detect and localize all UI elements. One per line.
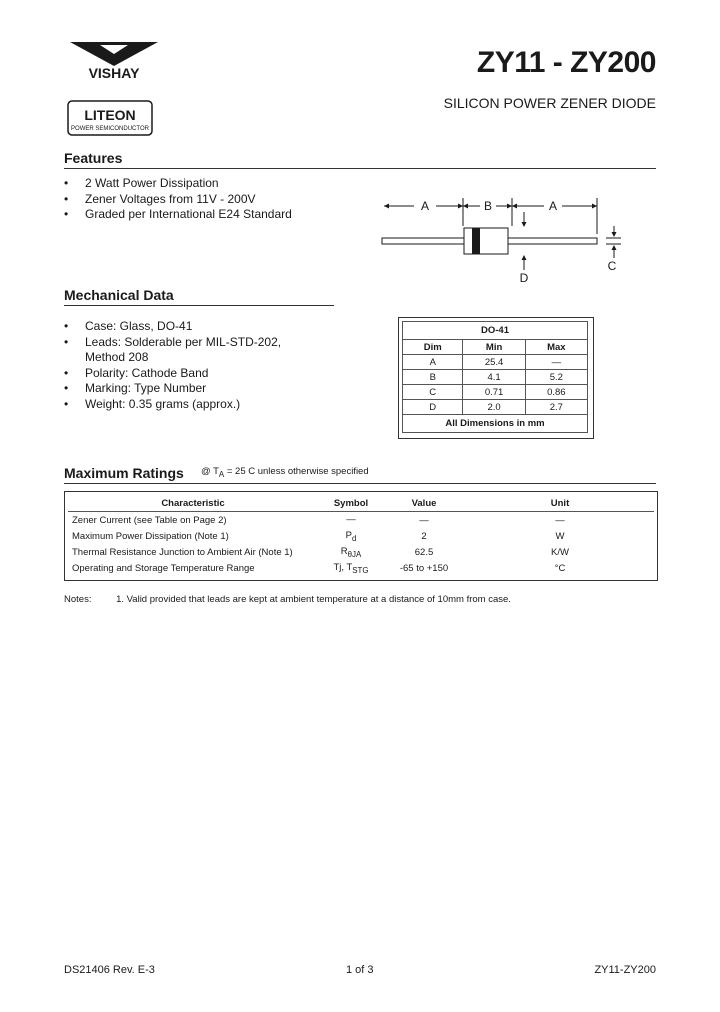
notes-label: Notes: xyxy=(64,594,92,605)
mechanical-item: • Weight: 0.35 grams (approx.) xyxy=(64,396,241,411)
notes xyxy=(64,594,511,605)
table-row: A 25.4 — xyxy=(403,355,588,370)
mechanical-item: • Leads: Solderable per MIL-STD-202, Method 208 xyxy=(64,334,282,365)
vishay-logo xyxy=(64,42,164,84)
table-row: Zener Current (see Table on Page 2) — — — xyxy=(72,513,565,526)
ratings-table xyxy=(64,491,658,581)
footer-part-number: ZY11-ZY200 xyxy=(594,964,656,976)
ratings-header-unit: Unit xyxy=(466,495,654,512)
features-item: • 2 Watt Power Dissipation xyxy=(64,176,219,190)
ratings-rule xyxy=(64,483,656,484)
mechanical-rule xyxy=(64,305,334,306)
mechanical-item: • Marking: Type Number xyxy=(64,381,207,396)
vishay-logo-text: VISHAY xyxy=(88,65,140,81)
page-title: ZY11 - ZY200 xyxy=(476,46,656,79)
ratings-header-value: Value xyxy=(384,495,464,512)
ratings-header-symbol: Symbol xyxy=(320,495,382,512)
table-row: Thermal Resistance Junction to Ambient Air (Note 1) $R_{\theta JA}$ 62.5 K/W xyxy=(72,545,569,559)
dimension-table-header: Max xyxy=(525,340,587,355)
page-subtitle: SILICON POWER ZENER DIODE xyxy=(443,95,656,111)
dim-label-c: C xyxy=(607,259,617,273)
dimension-table-footer: All Dimensions in mm xyxy=(403,415,588,433)
features-item: • Graded per International E24 Standard xyxy=(64,207,292,222)
features-item: • Zener Voltages from 11V - 200V xyxy=(64,191,256,206)
note-item: 1. Valid provided that leads are kept at ambient temperature at a distance of 10mm from case. xyxy=(116,594,511,605)
features-rule xyxy=(64,168,656,169)
dim-label-a-left: A xyxy=(420,199,430,213)
mechanical-heading: Mechanical Data xyxy=(64,287,174,303)
mechanical-list xyxy=(64,319,281,413)
dimension-table-header: Min xyxy=(463,340,525,355)
liteon-logo xyxy=(67,100,153,136)
dim-label-a-right: A xyxy=(548,199,558,213)
ratings-condition: @ $T_A = 25$ C unless otherwise specified xyxy=(201,466,369,479)
features-heading: Features xyxy=(64,150,123,166)
footer-doc-number: DS21406 Rev. E-3 xyxy=(64,964,155,976)
table-row: D 2.0 2.7 xyxy=(403,400,588,415)
mechanical-item: • Case: Glass, DO-41 xyxy=(64,319,193,333)
ratings-heading: Maximum Ratings xyxy=(64,465,184,481)
liteon-logo-text: LITEON xyxy=(84,107,136,123)
dim-label-d: D xyxy=(519,271,529,285)
dimension-table-header: Dim xyxy=(403,340,463,355)
dimension-table xyxy=(398,317,594,439)
dim-label-b: B xyxy=(483,199,493,213)
mechanical-item: • Polarity: Cathode Band xyxy=(64,365,209,380)
ratings-header-characteristic: Characteristic xyxy=(68,495,318,512)
table-row: B 4.1 5.2 xyxy=(403,370,588,385)
table-row: Maximum Power Dissipation (Note 1) $P_d$ 2 W xyxy=(72,529,565,543)
liteon-tagline: POWER SEMICONDUCTOR xyxy=(71,126,149,132)
features-list xyxy=(64,176,292,223)
dimension-table-title: DO-41 xyxy=(403,322,588,340)
diode-dimension-drawing xyxy=(376,190,626,290)
table-row: C 0.71 0.86 xyxy=(403,385,588,400)
footer-page-number: 1 of 3 xyxy=(346,964,374,976)
table-row: Operating and Storage Temperature Range Tj, $T_{STG}$ -65 to +150 °C xyxy=(72,561,566,575)
